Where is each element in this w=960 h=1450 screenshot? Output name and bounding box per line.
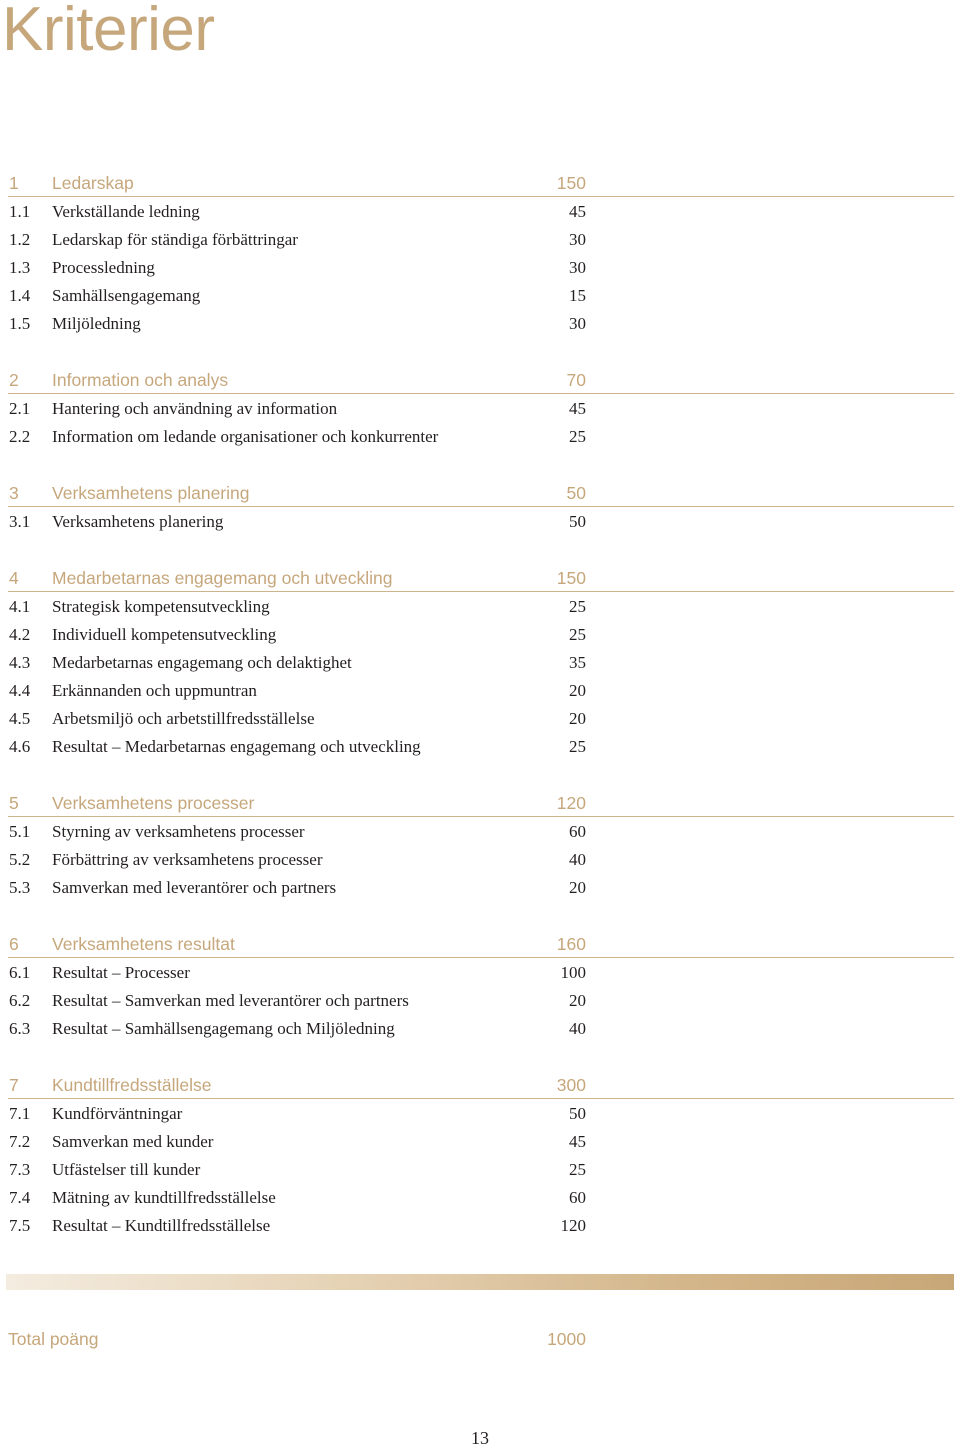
criterion-points: 45	[569, 202, 586, 221]
criterion-number: 2.2	[9, 427, 31, 446]
section-points: 150	[556, 568, 586, 588]
criterion-number: 4.5	[9, 709, 31, 728]
criterion-points: 60	[569, 822, 586, 841]
criterion-number: 4.2	[9, 625, 31, 644]
criterion-label: Information om ledande organisationer och konkurrenter	[52, 427, 439, 446]
criterion-label: Resultat – Processer	[52, 963, 190, 982]
criterion-points: 15	[569, 286, 586, 305]
criterion-points: 30	[569, 230, 586, 249]
section-number: 4	[9, 568, 19, 588]
section-rule	[8, 1098, 954, 1099]
criterion-label: Resultat – Samverkan med leverantörer och partners	[52, 991, 409, 1010]
page-title: Kriterier	[2, 0, 215, 64]
criterion-label: Samverkan med kunder	[52, 1132, 214, 1151]
criterion-number: 6.2	[9, 991, 31, 1010]
criterion-number: 5.3	[9, 878, 31, 897]
criterion-label: Förbättring av verksamhetens processer	[52, 850, 323, 869]
section-label: Medarbetarnas engagemang och utveckling	[52, 568, 393, 588]
criterion-points: 45	[569, 1132, 586, 1151]
criterion-label: Medarbetarnas engagemang och delaktighet	[52, 653, 352, 672]
criterion-number: 1.5	[9, 314, 31, 333]
gradient-divider-bar	[6, 1274, 954, 1290]
criterion-number: 5.1	[9, 822, 31, 841]
section-points: 150	[556, 173, 586, 193]
criterion-points: 20	[569, 991, 586, 1010]
criterion-number: 5.2	[9, 850, 31, 869]
section-label: Verksamhetens resultat	[52, 934, 235, 954]
criterion-label: Arbetsmiljö och arbetstillfredsställelse	[52, 709, 315, 728]
criterion-number: 4.3	[9, 653, 31, 672]
criterion-label: Samverkan med leverantörer och partners	[52, 878, 337, 897]
criterion-label: Individuell kompetensutveckling	[52, 625, 277, 644]
criterion-number: 1.4	[9, 286, 31, 305]
criterion-label: Hantering och användning av information	[52, 399, 338, 418]
total-label: Total poäng	[8, 1329, 99, 1349]
criterion-number: 1.2	[9, 230, 31, 249]
criterion-number: 7.1	[9, 1104, 31, 1123]
section-rule	[8, 816, 954, 817]
section-points: 160	[556, 934, 586, 954]
criterion-label: Strategisk kompetensutveckling	[52, 597, 270, 616]
section-number: 1	[9, 173, 19, 193]
criterion-points: 20	[569, 681, 586, 700]
section-rule	[8, 393, 954, 394]
criterion-points: 25	[569, 737, 586, 756]
section-points: 120	[556, 793, 586, 813]
criterion-points: 40	[569, 1019, 586, 1038]
section-label: Information och analys	[52, 370, 229, 390]
criterion-number: 2.1	[9, 399, 31, 418]
criterion-number: 4.1	[9, 597, 31, 616]
criterion-label: Resultat – Kundtillfredsställelse	[52, 1216, 271, 1235]
criterion-label: Mätning av kundtillfredsställelse	[52, 1188, 276, 1207]
section-number: 3	[9, 483, 19, 503]
criterion-label: Styrning av verksamhetens processer	[52, 822, 305, 841]
criterion-label: Verkställande ledning	[52, 202, 200, 221]
criterion-number: 6.1	[9, 963, 31, 982]
section-label: Ledarskap	[52, 173, 134, 193]
criterion-number: 7.2	[9, 1132, 31, 1151]
section-rule	[8, 196, 954, 197]
total-points: 1000	[547, 1329, 586, 1349]
criterion-points: 50	[569, 512, 586, 531]
criterion-number: 1.1	[9, 202, 31, 221]
criterion-points: 100	[560, 963, 586, 982]
criterion-number: 7.5	[9, 1216, 31, 1235]
section-number: 7	[9, 1075, 19, 1095]
criterion-points: 50	[569, 1104, 586, 1123]
criterion-points: 60	[569, 1188, 586, 1207]
criterion-number: 4.4	[9, 681, 31, 700]
criterion-points: 20	[569, 709, 586, 728]
criterion-label: Erkännanden och uppmuntran	[52, 681, 257, 700]
criterion-points: 25	[569, 427, 586, 446]
criterion-points: 45	[569, 399, 586, 418]
section-label: Verksamhetens planering	[52, 483, 250, 503]
criterion-points: 40	[569, 850, 586, 869]
section-number: 6	[9, 934, 19, 954]
criterion-label: Utfästelser till kunder	[52, 1160, 201, 1179]
section-label: Verksamhetens processer	[52, 793, 255, 813]
criterion-points: 25	[569, 1160, 586, 1179]
criterion-points: 120	[560, 1216, 586, 1235]
criterion-label: Verksamhetens planering	[52, 512, 224, 531]
criterion-points: 30	[569, 258, 586, 277]
criterion-points: 35	[569, 653, 586, 672]
criterion-label: Resultat – Samhällsengagemang och Miljöledning	[52, 1019, 395, 1038]
criterion-number: 3.1	[9, 512, 31, 531]
total-row	[0, 1326, 600, 1352]
criterion-label: Processledning	[52, 258, 155, 277]
criterion-number: 7.4	[9, 1188, 31, 1207]
criterion-points: 20	[569, 878, 586, 897]
section-points: 300	[556, 1075, 586, 1095]
criterion-label: Ledarskap för ständiga förbättringar	[52, 230, 298, 249]
criterion-label: Miljöledning	[52, 314, 141, 333]
criterion-label: Samhällsengagemang	[52, 286, 201, 305]
section-number: 5	[9, 793, 19, 813]
page-number: 13	[471, 1428, 489, 1448]
section-label: Kundtillfredsställelse	[52, 1075, 212, 1095]
criterion-points: 25	[569, 597, 586, 616]
section-rule	[8, 506, 954, 507]
section-points: 50	[566, 483, 586, 503]
criterion-label: Resultat – Medarbetarnas engagemang och utveckling	[52, 737, 421, 756]
criterion-points: 25	[569, 625, 586, 644]
criterion-number: 1.3	[9, 258, 31, 277]
section-number: 2	[9, 370, 19, 390]
criterion-label: Kundförväntningar	[52, 1104, 183, 1123]
criterion-number: 4.6	[9, 737, 31, 756]
criterion-number: 6.3	[9, 1019, 31, 1038]
section-points: 70	[566, 370, 586, 390]
criterion-points: 30	[569, 314, 586, 333]
section-rule	[8, 957, 954, 958]
criterion-number: 7.3	[9, 1160, 31, 1179]
section-rule	[8, 591, 954, 592]
